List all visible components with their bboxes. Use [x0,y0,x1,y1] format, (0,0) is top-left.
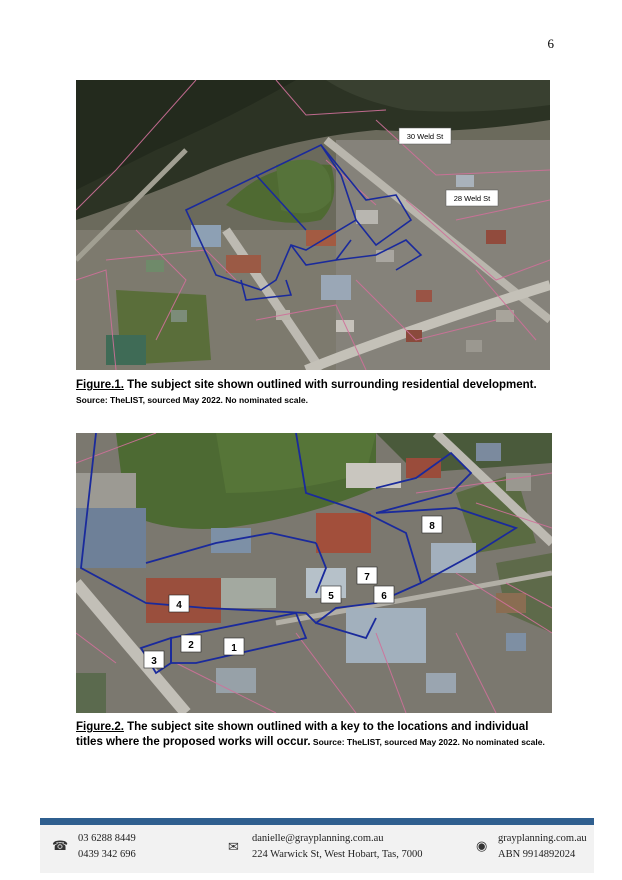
footer-website[interactable]: grayplanning.com.au [498,833,587,844]
key-marker-3 [144,651,164,668]
figure-1-caption [76,378,556,408]
label-28-weld-st: 28 Weld St [453,194,491,203]
figure-1-aerial-image [76,80,550,370]
key-label-2: 2 [188,640,194,651]
phone-icon: ☎ [52,839,69,854]
footer-band [40,818,594,825]
footer-phone-2: 0439 342 696 [78,849,136,860]
key-label-5: 5 [328,591,334,602]
figure-1-number: Figure.1. [76,379,124,391]
mail-icon: ✉ [228,840,239,855]
figure-1-source: Source: TheLIST, sourced May 2022. No nominated scale. [76,395,308,405]
footer-contact [252,831,423,863]
footer-email[interactable]: danielle@grayplanning.com.au [252,833,384,844]
key-marker-5 [321,586,341,603]
figure-2-caption [76,720,556,750]
key-marker-1 [224,638,244,655]
key-marker-2 [181,635,201,652]
key-marker-6 [374,586,394,603]
figure-2-source: Source: TheLIST, sourced May 2022. No nominated scale. [310,737,545,747]
key-marker-4 [169,595,189,612]
key-marker-7 [357,567,377,584]
figure-2-aerial-image [76,433,552,713]
footer-address: 224 Warwick St, West Hobart, Tas, 7000 [252,849,423,860]
page-number: 6 [547,36,554,51]
globe-icon: ◉ [476,839,488,854]
key-label-8: 8 [429,521,435,532]
footer-phone-1: 03 6288 8449 [78,833,136,844]
key-label-7: 7 [364,572,370,583]
key-label-4: 4 [176,600,182,611]
key-marker-8 [422,516,442,533]
footer [40,825,594,873]
figure-2-caption-text: The subject site shown outlined with a key to the locations and individual titles where the proposed works will occur. [76,721,529,748]
key-label-1: 1 [231,643,237,654]
label-30-weld-st: 30 Weld St [406,132,444,141]
key-label-6: 6 [381,591,387,602]
footer-abn: ABN 9914892024 [498,849,576,860]
key-label-3: 3 [151,656,157,667]
figure-1-caption-text: The subject site shown outlined with surrounding residential development. [123,379,537,391]
footer-phones [78,831,136,863]
figure-2-number: Figure.2. [76,721,124,733]
footer-web [498,831,587,863]
